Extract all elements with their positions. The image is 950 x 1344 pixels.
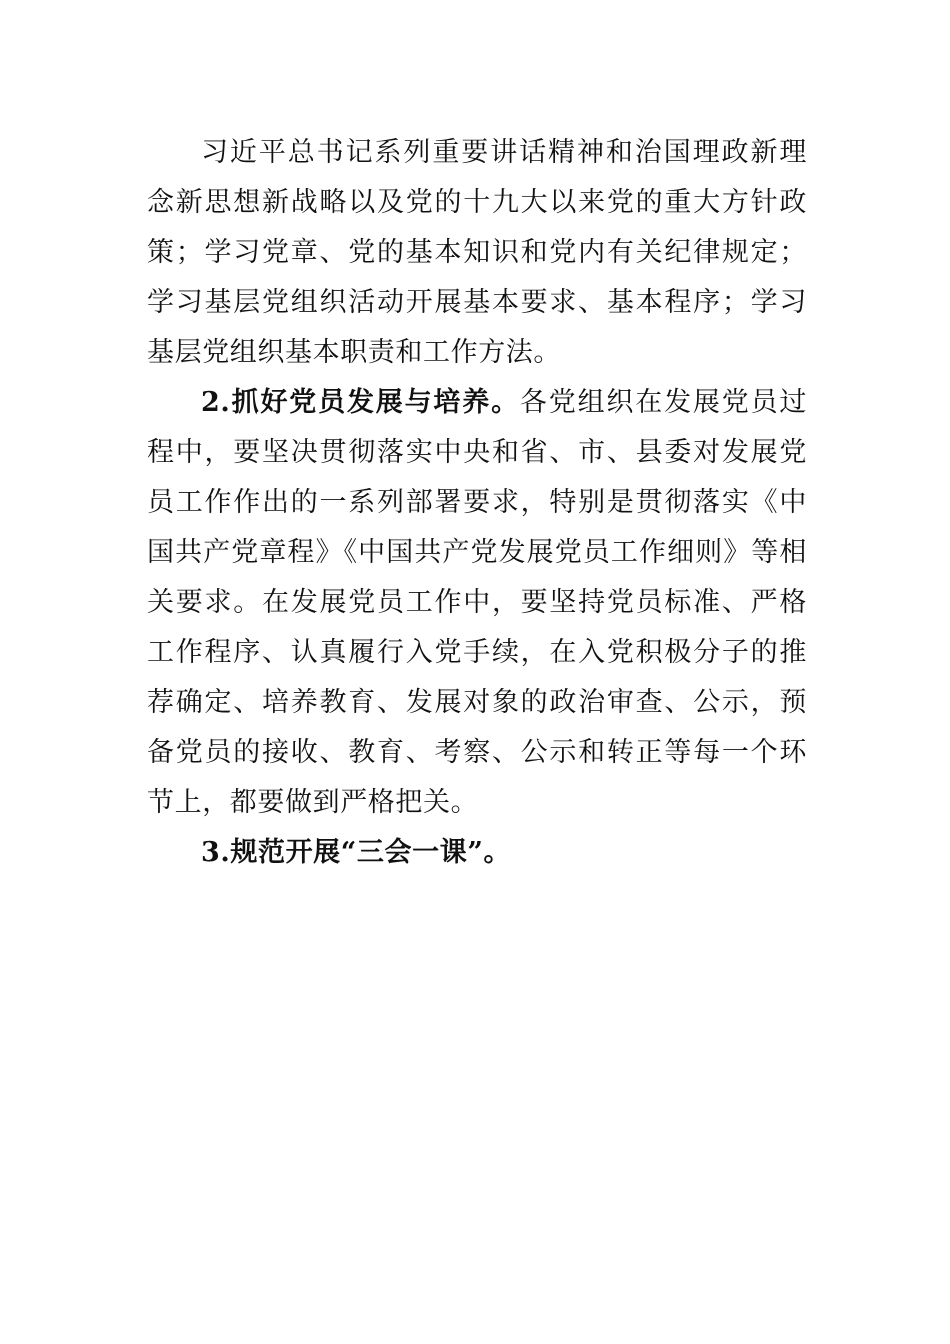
paragraph-heading: 3.规范开展“三会一课”。	[201, 837, 512, 868]
paragraph-text: 各党组织在发展党员过程中，要坚决贯彻落实中央和省、市、县委对发展党员工作作出的一系列部署要求，特别是贯彻落实《中国共产党章程》《中国共产党发展党员工作细则》等相关要求。在发展党员工作中，要坚持党员标准、严格工作程序、认真履行入党手续，在入党积极分子的推荐确定、培养教育、发展对象的政治审查、公示，预备党员的接收、教育、考察、公示和转正等每一个环节上，都要做到严格把关。	[147, 387, 807, 818]
document-body	[147, 128, 807, 878]
paragraph-text: 习近平总书记系列重要讲话精神和治国理政新理念新思想新战略以及党的十九大以来党的重大方针政策；学习党章、党的基本知识和党内有关纪律规定；学习基层党组织活动开展基本要求、基本程序；学习基层党组织基本职责和工作方法。	[147, 137, 807, 368]
paragraph-party-member-development	[147, 378, 807, 828]
paragraph-three-meetings-one-lesson	[147, 828, 807, 878]
paragraph-heading: 2.抓好党员发展与培养。	[201, 387, 520, 418]
paragraph-study-content	[147, 128, 807, 378]
